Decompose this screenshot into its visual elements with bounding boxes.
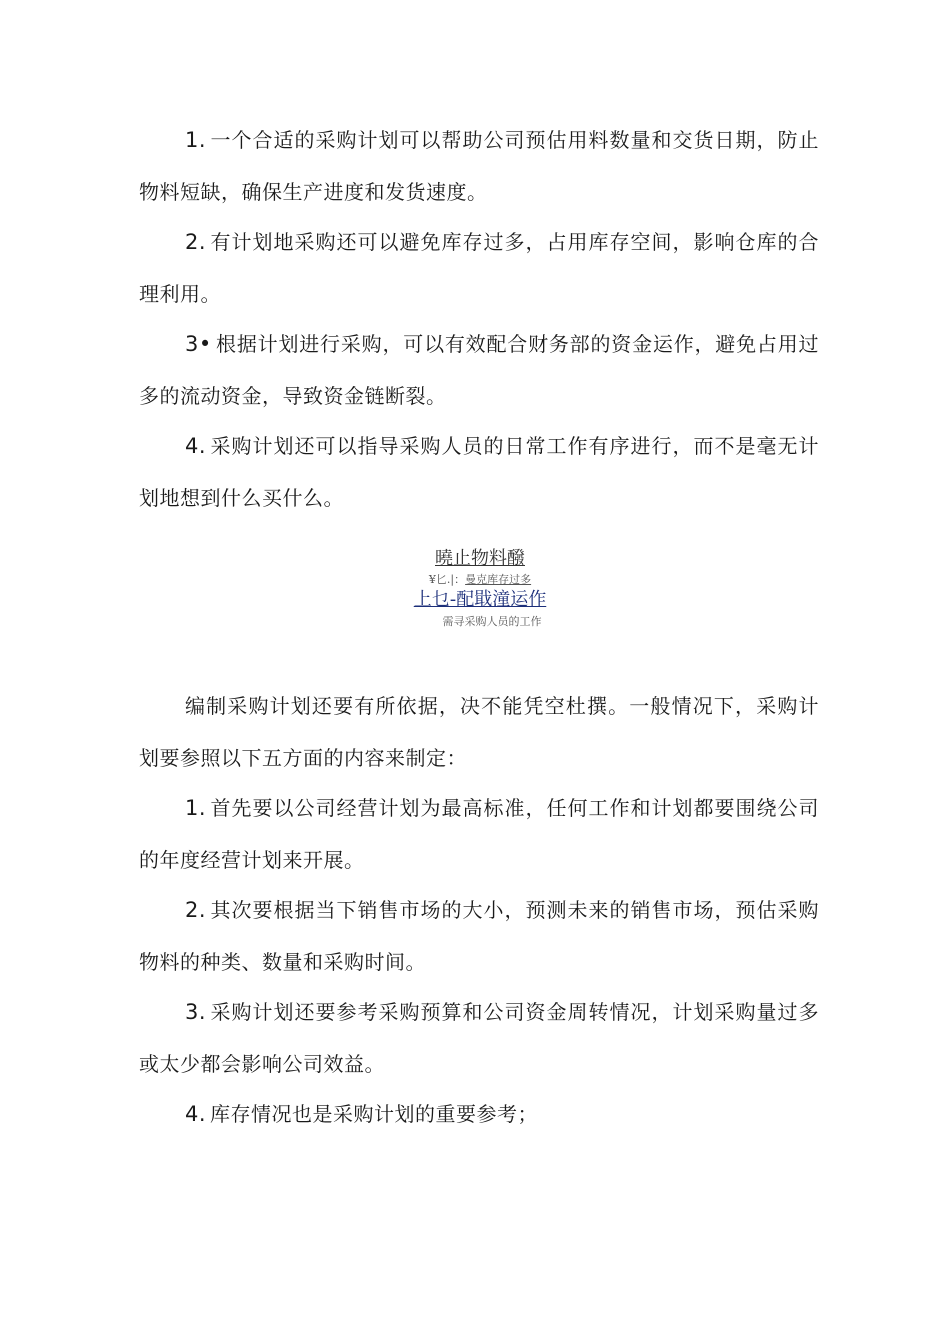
figure-line-2-link: 曼克库存过多 [465,573,532,586]
list-item [139,986,819,1090]
list-item [139,782,819,886]
item-number: 2. [185,898,207,922]
item-text: 其次要根据当下销售市场的大小，预测未来的销售市场，预估采购物料的种类、数量和采购时间。 [139,898,819,974]
list-item [139,216,819,320]
list-item [139,420,819,524]
item-number: 4. [185,434,207,458]
item-number: 2. [185,230,207,254]
list-item [139,114,819,218]
figure-line-2-prefix: ¥匕.|： [428,573,466,586]
item-number: 3. [185,1000,207,1024]
item-number: 3• [185,332,212,356]
item-text: 库存情况也是采购计划的重要参考； [210,1102,539,1126]
item-number: 1. [185,796,207,820]
figure-line-3: 上乜-配戢潼运作 [413,589,547,610]
list-item [139,1088,819,1140]
item-text: 根据计划进行采购，可以有效配合财务部的资金运作，避免占用过多的流动资金，导致资金链断裂。 [139,332,819,408]
item-text: 首先要以公司经营计划为最高标准，任何工作和计划都要围绕公司的年度经营计划来开展。 [139,796,819,872]
item-number: 1. [185,128,207,152]
embedded-figure [380,545,580,631]
item-number: 4. [185,1102,207,1126]
figure-line-2 [380,573,580,587]
figure-line-4: 需寻采购人员的工作 [442,615,542,628]
list-item [139,318,819,422]
intro-paragraph: 编制采购计划还要有所依据，决不能凭空杜撰。一般情况下，采购计划要参照以下五方面的内容来制定： [139,694,819,770]
item-text: 采购计划还要参考采购预算和公司资金周转情况，计划采购量过多或太少都会影响公司效益。 [139,1000,819,1076]
item-text: 一个合适的采购计划可以帮助公司预估用料数量和交货日期，防止物料短缺，确保生产进度和发货速度。 [139,128,819,204]
list-item [139,884,819,988]
item-text: 采购计划还可以指导采购人员的日常工作有序进行，而不是毫无计划地想到什么买什么。 [139,434,819,510]
figure-line-1: 曉止物料醱 [435,548,525,569]
item-text: 有计划地采购还可以避免库存过多，占用库存空间，影响仓库的合理利用。 [139,230,819,306]
